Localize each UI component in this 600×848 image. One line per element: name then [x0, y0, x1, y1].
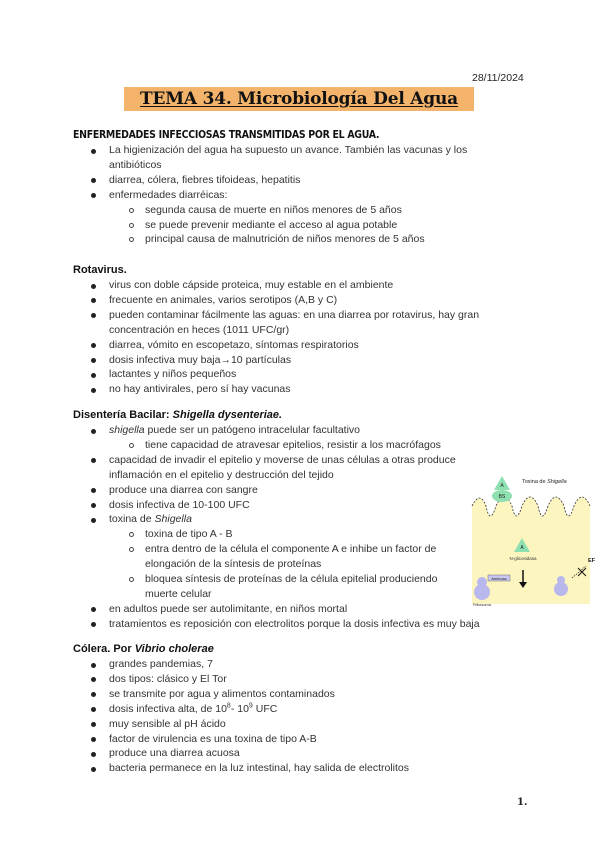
- section-heading: ENFERMEDADES INFECCIOSAS TRANSMITIDAS POR EL AGUA.: [73, 130, 380, 141]
- sub-list-item: bloquea síntesis de proteínas de la célula epitelial produciendo muerte celular: [73, 572, 455, 602]
- species-name: shigella: [109, 424, 145, 436]
- svg-text:Aminoac: Aminoac: [491, 576, 507, 581]
- date: 28/11/2024: [472, 72, 524, 84]
- bullet-list: [73, 657, 503, 776]
- list-item: lactantes y niños pequeños: [73, 367, 503, 382]
- sub-list-item: entra dentro de la célula el componente A e inhibe un factor de elongación de la síntesis de proteínas: [73, 542, 455, 572]
- bullet-list: [73, 143, 503, 247]
- list-item: grandes pandemias, 7: [73, 657, 503, 672]
- item-text: dosis infectiva alta, de 10: [109, 702, 227, 715]
- list-item: factor de virulencia es una toxina de tipo A-B: [73, 732, 503, 747]
- exponent: 8: [226, 702, 231, 710]
- section-heading: [73, 408, 473, 423]
- sub-list-item: toxina de tipo A - B: [73, 527, 455, 542]
- svg-text:A: A: [500, 483, 504, 489]
- heading-text: Disentería Bacilar:: [73, 409, 173, 421]
- heading-species: Shigella dysenteriae.: [172, 409, 283, 421]
- item-text: - 10: [230, 702, 249, 715]
- svg-text:BS: BS: [498, 494, 506, 500]
- list-item: muy sensible al pH ácido: [73, 717, 503, 732]
- list-item: en adultos puede ser autolimitante, en niños mortal: [73, 602, 549, 617]
- list-item: tratamientos es reposición con electrolitos porque la dosis infectiva es muy baja: [73, 617, 569, 632]
- list-item: frecuente en animales, varios serotipos (A,B y C): [73, 293, 503, 308]
- section-heading: Rotavirus.: [73, 264, 127, 276]
- list-item: diarrea, cólera, fiebres tifoideas, hepatitis: [73, 173, 503, 188]
- sub-list-item: principal causa de malnutrición de niños menores de 5 años: [73, 232, 503, 247]
- list-item: bacteria permanece en la luz intestinal, hay salida de electrolitos: [73, 761, 503, 776]
- shigella-toxin-figure: [468, 470, 598, 610]
- exponent: 9: [248, 702, 253, 710]
- svg-text:N-glicosidasa: N-glicosidasa: [509, 556, 537, 561]
- svg-text:Ribosoma: Ribosoma: [472, 602, 492, 607]
- section-colera: [73, 642, 473, 776]
- bullet-list: [73, 278, 503, 397]
- list-item: enfermedades diarréicas:: [73, 188, 503, 203]
- svg-text:A: A: [520, 545, 524, 551]
- list-item: se transmite por agua y alimentos contaminados: [73, 687, 503, 702]
- list-item: [73, 512, 473, 527]
- svg-text:Toxina de Shigella: Toxina de Shigella: [522, 479, 567, 485]
- heading-text: Cólera. Por: [73, 643, 135, 655]
- page-title: TEMA 34. Microbiología Del Agua: [140, 89, 458, 109]
- sub-list-item: se puede prevenir mediante el acceso al agua potable: [73, 218, 503, 233]
- list-item: produce una diarrea acuosa: [73, 746, 503, 761]
- list-item: La higienización del agua ha supuesto un avance. También las vacunas y los antibióticos: [73, 143, 503, 173]
- item-text: toxina de: [109, 513, 155, 526]
- list-item: [73, 423, 473, 438]
- svg-text:EF: EF: [588, 558, 596, 564]
- species-name: Shigella: [154, 513, 192, 526]
- list-item: dos tipos: clásico y El Tor: [73, 672, 503, 687]
- list-item: dosis infectiva de 10-100 UFC: [73, 498, 473, 513]
- heading-species: Vibrio cholerae: [134, 643, 214, 655]
- page-number: 1.: [517, 797, 528, 808]
- list-item: [73, 702, 503, 717]
- item-text: puede ser un patógeno intracelular facultativo: [144, 424, 361, 436]
- section-heading: [73, 642, 473, 657]
- bullet-list: [73, 423, 480, 632]
- list-item: capacidad de invadir el epitelio y moverse de unas células a otras produce inflamación en el epitelio y destrucción del tejido: [73, 453, 473, 483]
- list-item: pueden contaminar fácilmente las aguas: en una diarrea por rotavirus, hay gran concentración en heces (1011 UFC/gr): [73, 308, 503, 338]
- sub-list-item: segunda causa de muerte en niños menores de 5 años: [73, 203, 503, 218]
- section-rotavirus: [73, 263, 480, 397]
- section-enfermedades: [73, 128, 473, 247]
- section-shigella: [73, 408, 480, 632]
- list-item: produce una diarrea con sangre: [73, 483, 473, 498]
- list-item: virus con doble cápside proteica, muy estable en el ambiente: [73, 278, 503, 293]
- toxin-diagram-illustration: [468, 470, 598, 610]
- sub-list-item: tiene capacidad de atravesar epitelios, resistir a los macrófagos: [73, 438, 473, 453]
- list-item: diarrea, vómito en escopetazo, síntomas respiratorios: [73, 338, 503, 353]
- list-item: no hay antivirales, pero sí hay vacunas: [73, 382, 503, 397]
- list-item: dosis infectiva muy baja→10 partículas: [73, 353, 503, 368]
- item-text: UFC: [252, 702, 278, 715]
